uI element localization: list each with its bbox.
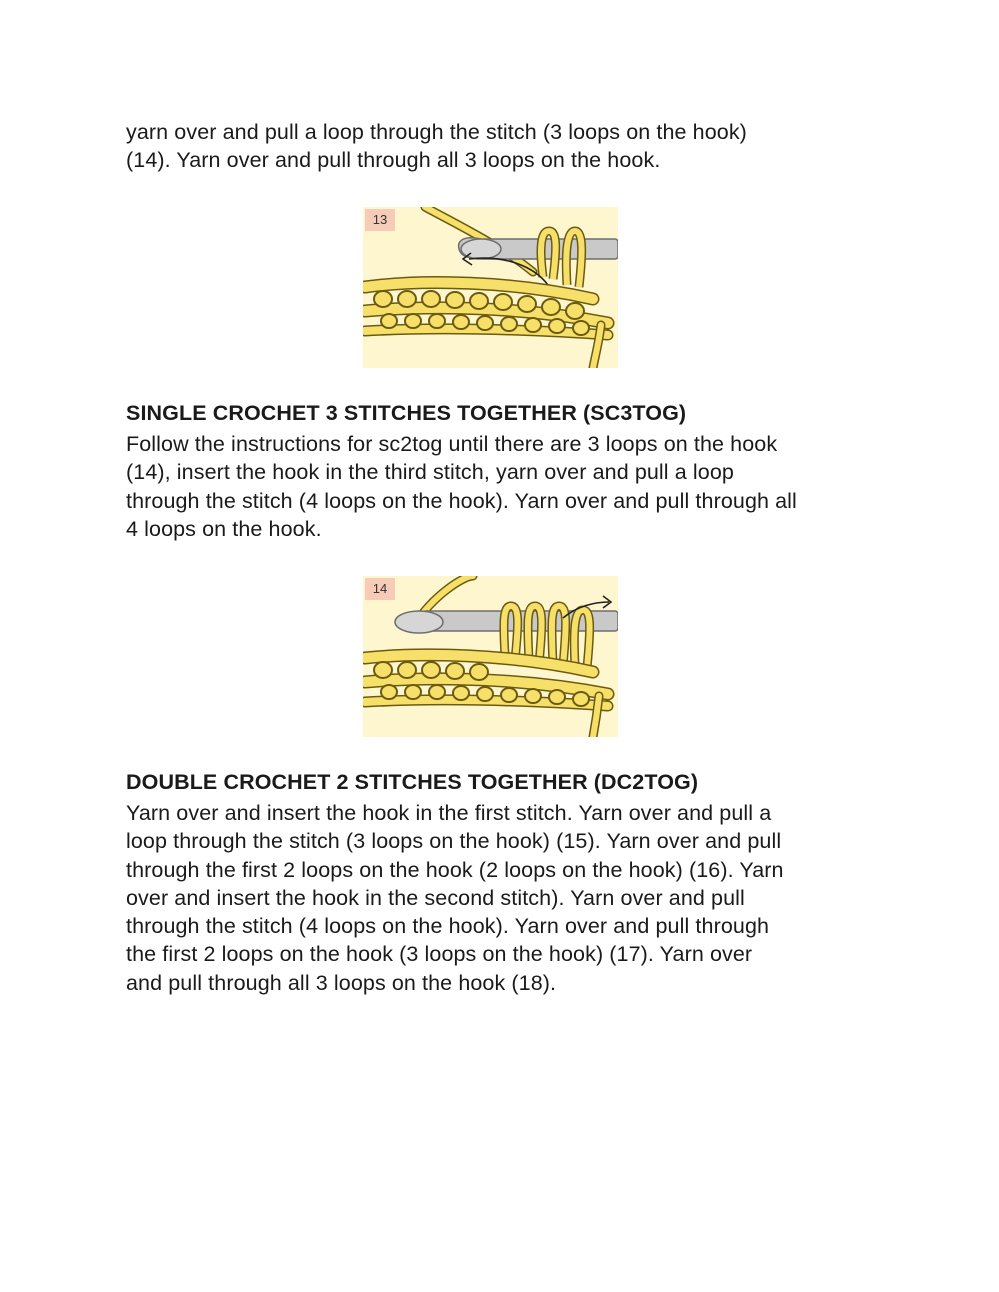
figure-number-label: 13 [365,209,395,231]
text-line: through the first 2 loops on the hook (2 loops on the hook) (16). Yarn [126,857,784,882]
text-line: 4 loops on the hook. [126,516,322,541]
crochet-hook-illustration-icon [363,207,618,368]
figure-13 [363,207,618,368]
text-line: and pull through all 3 loops on the hook (18). [126,970,557,995]
figure-14 [363,576,618,737]
text-line: loop through the stitch (3 loops on the hook) (15). Yarn over and pull [126,829,782,854]
section-heading-sc3tog: SINGLE CROCHET 3 STITCHES TOGETHER (SC3TOG) [126,401,687,425]
intro-paragraph [126,118,886,175]
crochet-hook-illustration-icon [363,576,618,737]
text-line: (14). Yarn over and pull through all 3 loops on the hook. [126,148,661,173]
text-line: Follow the instructions for sc2tog until there are 3 loops on the hook [126,432,778,456]
text-line: Yarn over and insert the hook in the first stitch. Yarn over and pull a [126,801,772,825]
text-line: over and insert the hook in the second stitch). Yarn over and pull [126,885,745,910]
text-line: yarn over and pull a loop through the stitch (3 loops on the hook) [126,120,747,144]
section-body-dc2tog [126,799,886,997]
text-line: through the stitch (4 loops on the hook). Yarn over and pull through [126,914,770,939]
figure-number-label: 14 [365,578,395,600]
section-body-sc3tog [126,430,886,543]
text-line: (14), insert the hook in the third stitch, yarn over and pull a loop [126,460,734,485]
section-heading-dc2tog: DOUBLE CROCHET 2 STITCHES TOGETHER (DC2TOG) [126,770,699,794]
text-line: through the stitch (4 loops on the hook). Yarn over and pull through all [126,488,797,513]
text-line: the first 2 loops on the hook (3 loops on the hook) (17). Yarn over [126,942,753,967]
